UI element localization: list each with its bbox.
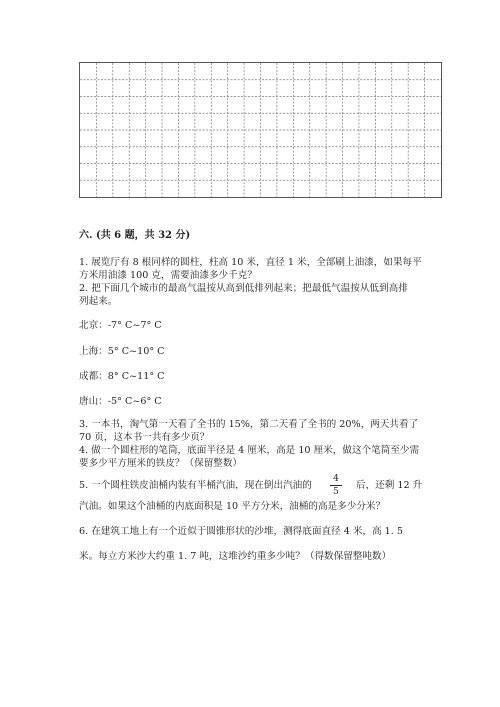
city-beijing: 北京：-7° C~7° C [79,320,162,331]
grid-lines [80,63,441,197]
question-6-line-2: 米。每立方米沙大约重 1. 7 吨，这堆沙约重多少吨？（得数保留整吨数） [79,551,392,562]
question-5-line-1a: 5. 一个圆柱铁皮油桶内装有半桶汽油，现在倒出汽油的 [79,480,312,491]
fraction-bar [330,485,342,486]
fraction-numerator: 4 [333,474,339,484]
question-4-line-1: 4. 做一个圆柱形的笔筒，底面半径是 4 厘米，高是 10 厘米，做这个笔筒至少需 [79,445,420,456]
question-1-line-1: 1. 展览厅有 8 根同样的圆柱，柱高 10 米，直径 1 米，全部刷上油漆，如果每平 [79,257,422,268]
question-2-line-1: 2. 把下面几个城市的最高气温按从高到低排列起来；把最低气温按从低到高排 [79,283,408,294]
city-chengdu: 成都：8° C~11° C [79,371,165,382]
fraction-four-fifths [330,474,342,497]
question-5-line-2: 汽油。如果这个油桶的内底面积是 10 平方分米，油桶的高是多少分米？ [79,501,386,512]
writing-grid [79,62,442,198]
question-4-line-2: 要多少平方厘米的铁皮？（保留整数） [79,458,243,469]
question-2-line-2: 列起来。 [79,296,118,307]
section-title: 六. (共 6 题，共 32 分) [79,230,191,241]
fraction-denominator: 5 [333,487,339,497]
question-6-line-1: 6. 在建筑工地上有一个近似于圆锥形状的沙堆，测得底面直径 4 米，高 1. 5 [79,526,403,537]
question-1-line-2: 方米用油漆 100 克，需要油漆多少千克？ [79,270,257,281]
city-shanghai: 上海：5° C~10° C [79,346,165,357]
city-tangshan: 唐山：-5° C~6° C [79,396,162,407]
question-5-line-1b: 后，还剩 12 升 [356,480,423,491]
question-3-line-1: 3. 一本书，淘气第一天看了全书的 15%，第二天看了全书的 20%，两天共看了 [79,419,419,430]
question-3-line-2: 70 页，这本书一共有多少页？ [79,432,210,443]
